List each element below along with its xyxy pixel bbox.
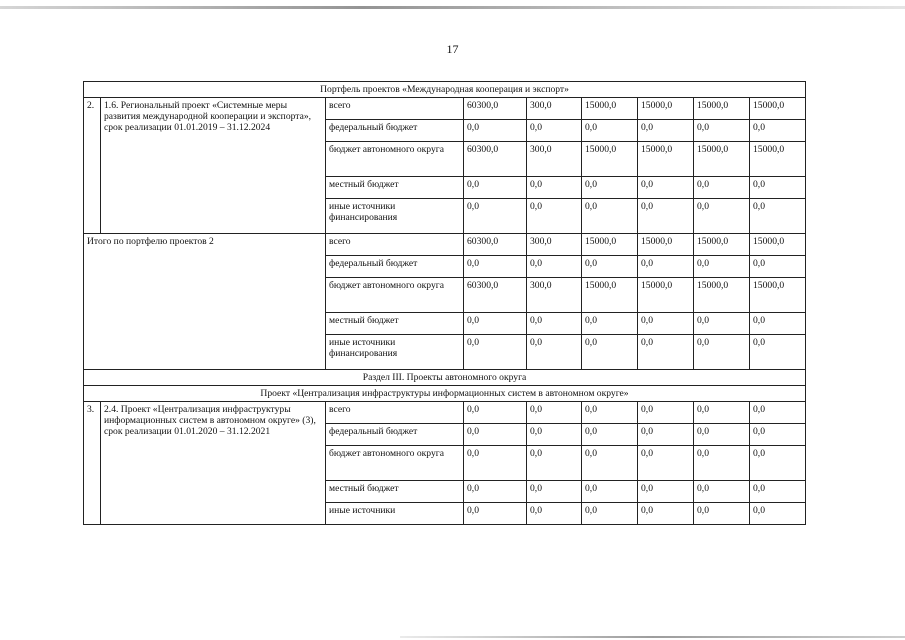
value-cell: 0,0	[582, 481, 638, 503]
value-cell: 15000,0	[694, 142, 750, 177]
financing-table	[83, 81, 806, 525]
value-cell: 15000,0	[750, 98, 806, 120]
value-cell: 0,0	[750, 256, 806, 278]
value-cell: 15000,0	[750, 142, 806, 177]
value-cell: 0,0	[694, 256, 750, 278]
value-cell: 0,0	[527, 199, 582, 234]
value-cell: 0,0	[527, 424, 582, 446]
value-cell: 15000,0	[582, 278, 638, 313]
funding-source: федеральный бюджет	[326, 424, 464, 446]
value-cell: 0,0	[750, 424, 806, 446]
project-header: Проект «Централизация инфраструктуры информационных систем в автономном округе»	[84, 386, 806, 402]
project-name: 1.6. Региональный проект «Системные меры развития международной кооперации и экспорта», срок реализации 01.01.2019 – 31.12.2024	[101, 98, 326, 234]
value-cell: 0,0	[527, 120, 582, 142]
value-cell: 0,0	[638, 199, 694, 234]
value-cell: 0,0	[582, 256, 638, 278]
value-cell: 0,0	[638, 313, 694, 335]
value-cell: 0,0	[694, 481, 750, 503]
value-cell: 0,0	[464, 446, 527, 481]
value-cell: 0,0	[527, 313, 582, 335]
value-cell: 15000,0	[694, 98, 750, 120]
value-cell: 0,0	[464, 335, 527, 370]
value-cell: 0,0	[750, 402, 806, 424]
funding-source: федеральный бюджет	[326, 256, 464, 278]
value-cell: 0,0	[464, 120, 527, 142]
value-cell: 15000,0	[750, 234, 806, 256]
value-cell: 0,0	[694, 402, 750, 424]
value-cell: 0,0	[582, 503, 638, 525]
value-cell: 0,0	[638, 424, 694, 446]
funding-source: местный бюджет	[326, 177, 464, 199]
scan-artifact-top	[0, 6, 905, 9]
value-cell: 0,0	[582, 424, 638, 446]
value-cell: 0,0	[638, 402, 694, 424]
funding-source: местный бюджет	[326, 481, 464, 503]
value-cell: 0,0	[527, 335, 582, 370]
funding-source: иные источники финансирования	[326, 199, 464, 234]
value-cell: 0,0	[750, 446, 806, 481]
value-cell: 0,0	[638, 481, 694, 503]
project-name: 2.4. Проект «Централизация инфраструктуры информационных систем в автономном округе» (3), срок реализации 01.01.2020 – 31.12.2021	[101, 402, 326, 525]
value-cell: 0,0	[464, 481, 527, 503]
table-row	[84, 234, 806, 256]
value-cell: 0,0	[527, 256, 582, 278]
value-cell: 0,0	[750, 199, 806, 234]
value-cell: 0,0	[464, 256, 527, 278]
value-cell: 0,0	[464, 313, 527, 335]
value-cell: 0,0	[694, 503, 750, 525]
value-cell: 60300,0	[464, 278, 527, 313]
value-cell: 0,0	[694, 446, 750, 481]
project-header-row	[84, 386, 806, 402]
funding-source: бюджет автономного округа	[326, 278, 464, 313]
value-cell: 0,0	[464, 424, 527, 446]
value-cell: 300,0	[527, 142, 582, 177]
value-cell: 0,0	[694, 313, 750, 335]
portfolio-header: Портфель проектов «Международная кооперация и экспорт»	[84, 82, 806, 98]
funding-source: иные источники финансирования	[326, 335, 464, 370]
funding-source: всего	[326, 402, 464, 424]
page-number: 17	[446, 42, 459, 56]
value-cell: 15000,0	[694, 234, 750, 256]
value-cell: 15000,0	[638, 142, 694, 177]
value-cell: 0,0	[582, 402, 638, 424]
value-cell: 60300,0	[464, 98, 527, 120]
value-cell: 0,0	[694, 177, 750, 199]
value-cell: 0,0	[694, 120, 750, 142]
value-cell: 0,0	[750, 335, 806, 370]
value-cell: 300,0	[527, 278, 582, 313]
value-cell: 0,0	[638, 120, 694, 142]
value-cell: 0,0	[750, 503, 806, 525]
value-cell: 0,0	[464, 402, 527, 424]
value-cell: 0,0	[582, 313, 638, 335]
funding-source: местный бюджет	[326, 313, 464, 335]
value-cell: 0,0	[527, 481, 582, 503]
value-cell: 0,0	[638, 446, 694, 481]
value-cell: 0,0	[527, 503, 582, 525]
value-cell: 0,0	[750, 481, 806, 503]
table-row	[84, 98, 806, 120]
value-cell: 0,0	[464, 503, 527, 525]
value-cell: 0,0	[638, 335, 694, 370]
value-cell: 0,0	[638, 177, 694, 199]
value-cell: 0,0	[582, 199, 638, 234]
value-cell: 60300,0	[464, 234, 527, 256]
funding-source: иные источники	[326, 503, 464, 525]
funding-source: федеральный бюджет	[326, 120, 464, 142]
value-cell: 0,0	[750, 120, 806, 142]
portfolio-total-label: Итого по портфелю проектов 2	[84, 234, 326, 370]
value-cell: 0,0	[527, 446, 582, 481]
funding-source: всего	[326, 234, 464, 256]
value-cell: 0,0	[464, 177, 527, 199]
value-cell: 0,0	[582, 120, 638, 142]
value-cell: 15000,0	[638, 98, 694, 120]
value-cell: 15000,0	[638, 278, 694, 313]
value-cell: 0,0	[582, 177, 638, 199]
value-cell: 15000,0	[582, 142, 638, 177]
value-cell: 0,0	[464, 199, 527, 234]
value-cell: 300,0	[527, 98, 582, 120]
table-row	[84, 402, 806, 424]
value-cell: 0,0	[582, 335, 638, 370]
row-number: 2.	[84, 98, 101, 234]
value-cell: 0,0	[694, 199, 750, 234]
row-number: 3.	[84, 402, 101, 525]
value-cell: 0,0	[694, 335, 750, 370]
value-cell: 15000,0	[582, 98, 638, 120]
section-header-row	[84, 370, 806, 386]
value-cell: 15000,0	[750, 278, 806, 313]
value-cell: 0,0	[527, 177, 582, 199]
value-cell: 15000,0	[638, 234, 694, 256]
portfolio-header-row	[84, 82, 806, 98]
value-cell: 0,0	[582, 446, 638, 481]
scan-artifact-bottom	[400, 636, 905, 638]
value-cell: 15000,0	[694, 278, 750, 313]
funding-source: бюджет автономного округа	[326, 446, 464, 481]
funding-source: всего	[326, 98, 464, 120]
funding-source: бюджет автономного округа	[326, 142, 464, 177]
value-cell: 0,0	[527, 402, 582, 424]
value-cell: 0,0	[694, 424, 750, 446]
value-cell: 0,0	[638, 256, 694, 278]
value-cell: 15000,0	[582, 234, 638, 256]
value-cell: 0,0	[638, 503, 694, 525]
value-cell: 60300,0	[464, 142, 527, 177]
section-header: Раздел III. Проекты автономного округа	[84, 370, 806, 386]
value-cell: 0,0	[750, 177, 806, 199]
value-cell: 0,0	[750, 313, 806, 335]
value-cell: 300,0	[527, 234, 582, 256]
